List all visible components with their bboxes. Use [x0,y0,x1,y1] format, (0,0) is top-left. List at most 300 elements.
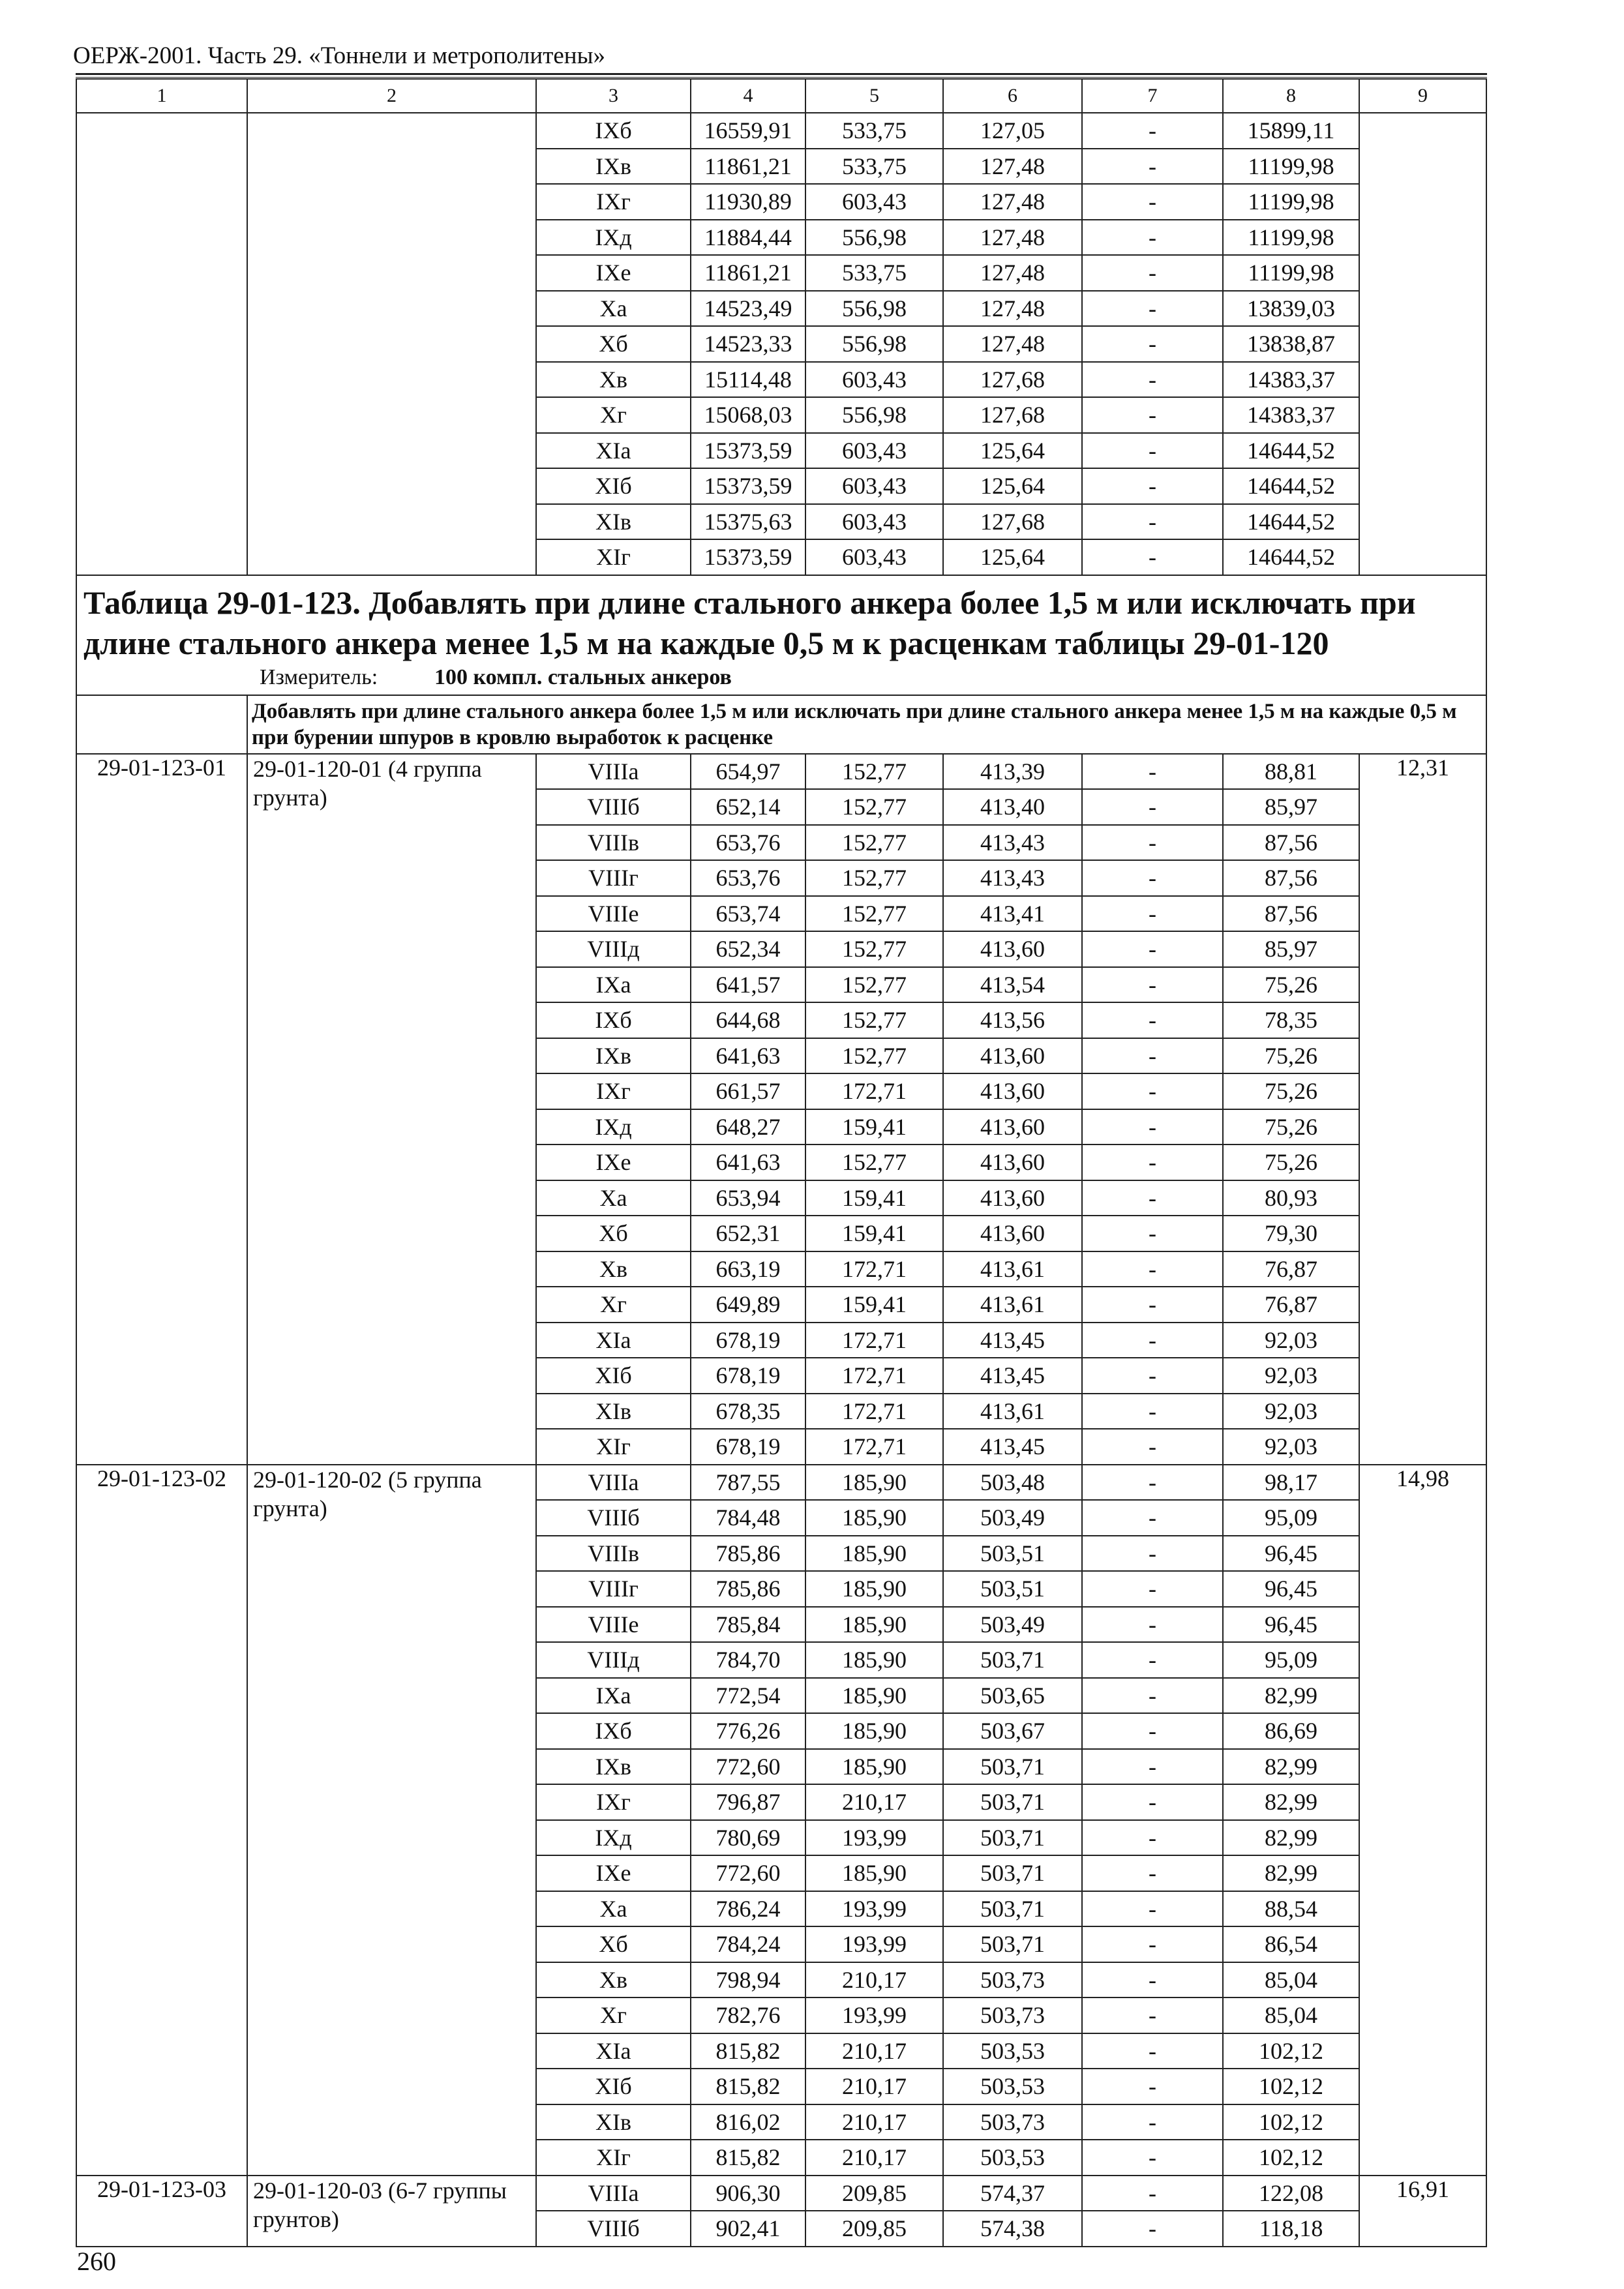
driver-wages-cell: - [1082,1642,1223,1678]
machine-cost-cell: 127,05 [943,113,1082,149]
direct-cost-cell: 815,82 [691,2140,805,2176]
resource-code-cell: VIIIд [536,931,691,967]
materials-cell: 14383,37 [1223,397,1359,433]
wages-cell: 185,90 [805,1678,943,1714]
resource-code-cell: Xг [536,1997,691,2033]
direct-cost-cell: 11884,44 [691,220,805,256]
machine-cost-cell: 127,48 [943,291,1082,327]
meter-value: 100 компл. стальных анкеров [434,665,732,689]
machine-cost-cell: 413,60 [943,1216,1082,1251]
direct-cost-cell: 652,34 [691,931,805,967]
driver-wages-cell: - [1082,1109,1223,1145]
materials-cell: 122,08 [1223,2176,1359,2211]
direct-cost-cell: 649,89 [691,1287,805,1323]
machine-cost-cell: 413,61 [943,1287,1082,1323]
materials-cell: 85,97 [1223,789,1359,825]
materials-cell: 82,99 [1223,1749,1359,1785]
materials-cell: 87,56 [1223,860,1359,896]
wages-cell: 209,85 [805,2176,943,2211]
wages-cell: 152,77 [805,825,943,861]
driver-wages-cell: - [1082,1002,1223,1038]
machine-cost-cell: 503,49 [943,1607,1082,1643]
table-row [76,754,1486,790]
resource-code-cell: VIIIг [536,1571,691,1607]
machine-cost-cell: 413,60 [943,1144,1082,1180]
column-number: 7 [1082,79,1223,113]
resource-code-cell: IXа [536,1678,691,1714]
materials-cell: 98,17 [1223,1465,1359,1501]
materials-cell: 96,45 [1223,1536,1359,1572]
column-number: 4 [691,79,805,113]
driver-wages-cell: - [1082,1358,1223,1394]
materials-cell: 102,12 [1223,2140,1359,2176]
materials-cell: 82,99 [1223,1784,1359,1820]
direct-cost-cell: 787,55 [691,1465,805,1501]
machine-cost-cell: 127,48 [943,326,1082,362]
wages-cell: 603,43 [805,504,943,540]
wages-cell: 152,77 [805,860,943,896]
driver-wages-cell: - [1082,2140,1223,2176]
resource-code-cell: VIIIа [536,2176,691,2211]
wages-cell: 185,90 [805,1642,943,1678]
direct-cost-cell: 15373,59 [691,468,805,504]
machine-cost-cell: 413,39 [943,754,1082,790]
resource-code-cell: XIа [536,433,691,469]
wages-cell: 185,90 [805,1465,943,1501]
resource-code-cell: IXг [536,1784,691,1820]
materials-cell: 92,03 [1223,1358,1359,1394]
resource-code-cell: VIIIб [536,2211,691,2247]
machine-cost-cell: 127,48 [943,149,1082,185]
driver-wages-cell: - [1082,2033,1223,2069]
machine-cost-cell: 413,40 [943,789,1082,825]
resource-code-cell: XIв [536,504,691,540]
driver-wages-cell: - [1082,184,1223,220]
machine-cost-cell: 503,49 [943,1500,1082,1536]
resource-code-cell: XIа [536,1323,691,1358]
driver-wages-cell: - [1082,149,1223,185]
resource-code-cell: IXд [536,1820,691,1856]
wages-cell: 533,75 [805,113,943,149]
machine-cost-cell: 503,71 [943,1855,1082,1891]
machine-cost-cell: 503,51 [943,1571,1082,1607]
note-cell-empty [76,695,247,754]
direct-cost-cell: 653,74 [691,896,805,932]
driver-wages-cell: - [1082,1713,1223,1749]
resource-code-cell: XIб [536,1358,691,1394]
materials-cell: 13839,03 [1223,291,1359,327]
table-title: Таблица 29-01-123. Добавлять при длине стального анкера более 1,5 м или исключать при длине стального анкера менее 1,5 м на каждые 0,5 м к расценкам таблицы 29-01-120 [83,584,1416,661]
direct-cost-cell: 661,57 [691,1073,805,1109]
resource-code-cell: IXа [536,967,691,1003]
machine-cost-cell: 127,68 [943,504,1082,540]
wages-cell: 210,17 [805,2140,943,2176]
driver-wages-cell: - [1082,1926,1223,1962]
direct-cost-cell: 644,68 [691,1002,805,1038]
machine-cost-cell: 413,61 [943,1251,1082,1287]
header-rule [76,73,1487,75]
wages-cell: 185,90 [805,1855,943,1891]
machine-cost-cell: 127,68 [943,362,1082,398]
driver-wages-cell: - [1082,291,1223,327]
machine-cost-cell: 413,54 [943,967,1082,1003]
direct-cost-cell: 784,48 [691,1500,805,1536]
resource-code-cell: IXд [536,1109,691,1145]
materials-cell: 102,12 [1223,2069,1359,2104]
driver-wages-cell: - [1082,220,1223,256]
machine-cost-cell: 413,45 [943,1429,1082,1465]
wages-cell: 172,71 [805,1323,943,1358]
resource-code-cell: XIг [536,2140,691,2176]
driver-wages-cell: - [1082,860,1223,896]
header-rule-thin [76,77,1487,78]
wages-cell: 556,98 [805,220,943,256]
machine-cost-cell: 503,67 [943,1713,1082,1749]
rates-table [76,78,1487,2247]
driver-wages-cell: - [1082,397,1223,433]
labor-norm: 12,31 [1359,754,1486,1465]
machine-cost-cell: 503,51 [943,1536,1082,1572]
driver-wages-cell: - [1082,1607,1223,1643]
materials-cell: 86,54 [1223,1926,1359,1962]
wages-cell: 193,99 [805,1820,943,1856]
wages-cell: 152,77 [805,931,943,967]
machine-cost-cell: 503,71 [943,1820,1082,1856]
resource-code-cell: VIIIа [536,754,691,790]
direct-cost-cell: 641,63 [691,1038,805,1074]
rate-description: 29-01-120-02 (5 группа грунта) [247,1465,536,2176]
resource-code-cell: VIIIв [536,1536,691,1572]
direct-cost-cell: 14523,49 [691,291,805,327]
machine-cost-cell: 413,43 [943,825,1082,861]
machine-cost-cell: 413,60 [943,1038,1082,1074]
direct-cost-cell: 815,82 [691,2033,805,2069]
materials-cell: 13838,87 [1223,326,1359,362]
resource-code-cell: Xв [536,1251,691,1287]
page-number: 260 [77,2247,116,2276]
materials-cell: 102,12 [1223,2033,1359,2069]
materials-cell: 11199,98 [1223,255,1359,291]
materials-cell: 78,35 [1223,1002,1359,1038]
column-number: 8 [1223,79,1359,113]
direct-cost-cell: 652,31 [691,1216,805,1251]
resource-code-cell: IXв [536,1749,691,1785]
driver-wages-cell: - [1082,1891,1223,1927]
resource-code-cell: XIа [536,2033,691,2069]
resource-code-cell: VIIIе [536,896,691,932]
driver-wages-cell: - [1082,539,1223,575]
direct-cost-cell: 654,97 [691,754,805,790]
resource-code-cell: VIIIе [536,1607,691,1643]
direct-cost-cell: 782,76 [691,1997,805,2033]
machine-cost-cell: 413,45 [943,1323,1082,1358]
direct-cost-cell: 15373,59 [691,539,805,575]
resource-code-cell: VIIIг [536,860,691,896]
wages-cell: 193,99 [805,1926,943,1962]
driver-wages-cell: - [1082,433,1223,469]
wages-cell: 185,90 [805,1713,943,1749]
wages-cell: 172,71 [805,1073,943,1109]
materials-cell: 75,26 [1223,1144,1359,1180]
materials-cell: 82,99 [1223,1678,1359,1714]
machine-cost-cell: 127,48 [943,220,1082,256]
table-note-row [76,695,1486,754]
driver-wages-cell: - [1082,825,1223,861]
column-number: 6 [943,79,1082,113]
driver-wages-cell: - [1082,1180,1223,1216]
machine-cost-cell: 503,73 [943,1997,1082,2033]
wages-cell: 152,77 [805,896,943,932]
direct-cost-cell: 784,70 [691,1642,805,1678]
wages-cell: 185,90 [805,1571,943,1607]
column-number: 1 [76,79,247,113]
driver-wages-cell: - [1082,2069,1223,2104]
direct-cost-cell: 15375,63 [691,504,805,540]
direct-cost-cell: 780,69 [691,1820,805,1856]
driver-wages-cell: - [1082,1678,1223,1714]
driver-wages-cell: - [1082,1429,1223,1465]
materials-cell: 76,87 [1223,1287,1359,1323]
direct-cost-cell: 816,02 [691,2104,805,2140]
machine-cost-cell: 127,48 [943,255,1082,291]
meter-line [77,663,1486,695]
materials-cell: 14644,52 [1223,468,1359,504]
machine-cost-cell: 503,48 [943,1465,1082,1501]
machine-cost-cell: 127,48 [943,184,1082,220]
direct-cost-cell: 798,94 [691,1962,805,1998]
machine-cost-cell: 413,45 [943,1358,1082,1394]
machine-cost-cell: 503,65 [943,1678,1082,1714]
machine-cost-cell: 413,56 [943,1002,1082,1038]
machine-cost-cell: 413,60 [943,1073,1082,1109]
materials-cell: 85,04 [1223,1962,1359,1998]
resource-code-cell: IXг [536,1073,691,1109]
wages-cell: 209,85 [805,2211,943,2247]
machine-cost-cell: 125,64 [943,539,1082,575]
table-row [76,2176,1486,2211]
direct-cost-cell: 785,84 [691,1607,805,1643]
resource-code-cell: Xв [536,1962,691,1998]
driver-wages-cell: - [1082,1962,1223,1998]
materials-cell: 11199,98 [1223,220,1359,256]
wages-cell: 210,17 [805,2069,943,2104]
machine-cost-cell: 413,41 [943,896,1082,932]
driver-wages-cell: - [1082,896,1223,932]
driver-wages-cell: - [1082,2211,1223,2247]
rate-code: 29-01-123-01 [76,754,247,1465]
driver-wages-cell: - [1082,1465,1223,1501]
driver-wages-cell: - [1082,1855,1223,1891]
direct-cost-cell: 786,24 [691,1891,805,1927]
direct-cost-cell: 652,14 [691,789,805,825]
driver-wages-cell: - [1082,1500,1223,1536]
table-row [76,1465,1486,1501]
rate-description: 29-01-120-01 (4 группа грунта) [247,754,536,1465]
table-section-header [76,575,1486,695]
machine-cost-cell: 413,61 [943,1394,1082,1429]
desc-cell-empty [247,113,536,575]
wages-cell: 210,17 [805,2033,943,2069]
materials-cell: 79,30 [1223,1216,1359,1251]
direct-cost-cell: 14523,33 [691,326,805,362]
materials-cell: 102,12 [1223,2104,1359,2140]
driver-wages-cell: - [1082,754,1223,790]
wages-cell: 556,98 [805,291,943,327]
driver-wages-cell: - [1082,967,1223,1003]
direct-cost-cell: 663,19 [691,1251,805,1287]
wages-cell: 152,77 [805,1038,943,1074]
driver-wages-cell: - [1082,1073,1223,1109]
direct-cost-cell: 776,26 [691,1713,805,1749]
machine-cost-cell: 574,37 [943,2176,1082,2211]
direct-cost-cell: 648,27 [691,1109,805,1145]
machine-cost-cell: 413,60 [943,931,1082,967]
direct-cost-cell: 796,87 [691,1784,805,1820]
wages-cell: 210,17 [805,1962,943,1998]
table-row [76,113,1486,149]
wages-cell: 603,43 [805,539,943,575]
resource-code-cell: Xв [536,362,691,398]
materials-cell: 87,56 [1223,825,1359,861]
wages-cell: 185,90 [805,1536,943,1572]
wages-cell: 556,98 [805,397,943,433]
materials-cell: 75,26 [1223,967,1359,1003]
machine-cost-cell: 503,71 [943,1784,1082,1820]
wages-cell: 210,17 [805,2104,943,2140]
driver-wages-cell: - [1082,2104,1223,2140]
direct-cost-cell: 11861,21 [691,255,805,291]
direct-cost-cell: 906,30 [691,2176,805,2211]
materials-cell: 14644,52 [1223,433,1359,469]
driver-wages-cell: - [1082,1287,1223,1323]
wages-cell: 533,75 [805,149,943,185]
materials-cell: 92,03 [1223,1394,1359,1429]
direct-cost-cell: 16559,91 [691,113,805,149]
direct-cost-cell: 678,35 [691,1394,805,1429]
driver-wages-cell: - [1082,1038,1223,1074]
direct-cost-cell: 641,57 [691,967,805,1003]
machine-cost-cell: 503,53 [943,2069,1082,2104]
materials-cell: 86,69 [1223,1713,1359,1749]
wages-cell: 210,17 [805,1784,943,1820]
driver-wages-cell: - [1082,468,1223,504]
direct-cost-cell: 641,63 [691,1144,805,1180]
wages-cell: 152,77 [805,789,943,825]
resource-code-cell: IXв [536,149,691,185]
rate-code: 29-01-123-03 [76,2176,247,2247]
wages-cell: 152,77 [805,1144,943,1180]
resource-code-cell: IXд [536,220,691,256]
wages-cell: 172,71 [805,1429,943,1465]
direct-cost-cell: 815,82 [691,2069,805,2104]
direct-cost-cell: 678,19 [691,1323,805,1358]
driver-wages-cell: - [1082,1749,1223,1785]
direct-cost-cell: 653,76 [691,860,805,896]
rate-description: 29-01-120-03 (6-7 группы грунтов) [247,2176,536,2247]
resource-code-cell: XIв [536,2104,691,2140]
direct-cost-cell: 784,24 [691,1926,805,1962]
resource-code-cell: IXб [536,1002,691,1038]
driver-wages-cell: - [1082,504,1223,540]
materials-cell: 11199,98 [1223,149,1359,185]
resource-code-cell: Xб [536,326,691,362]
direct-cost-cell: 678,19 [691,1429,805,1465]
resource-code-cell: Xг [536,1287,691,1323]
direct-cost-cell: 11930,89 [691,184,805,220]
direct-cost-cell: 785,86 [691,1571,805,1607]
wages-cell: 172,71 [805,1251,943,1287]
resource-code-cell: VIIIб [536,1500,691,1536]
table-note: Добавлять при длине стального анкера более 1,5 м или исключать при длине стального анкера менее 1,5 м на каждые 0,5 м при бурении шпуров в кровлю выработок к расценке [252,699,1457,749]
resource-code-cell: XIб [536,468,691,504]
materials-cell: 96,45 [1223,1607,1359,1643]
driver-wages-cell: - [1082,113,1223,149]
materials-cell: 92,03 [1223,1429,1359,1465]
resource-code-cell: IXг [536,184,691,220]
direct-cost-cell: 15068,03 [691,397,805,433]
direct-cost-cell: 15114,48 [691,362,805,398]
machine-cost-cell: 503,71 [943,1926,1082,1962]
wages-cell: 603,43 [805,433,943,469]
materials-cell: 14644,52 [1223,539,1359,575]
wages-cell: 152,77 [805,967,943,1003]
driver-wages-cell: - [1082,1216,1223,1251]
wages-cell: 185,90 [805,1749,943,1785]
direct-cost-cell: 11861,21 [691,149,805,185]
materials-cell: 95,09 [1223,1642,1359,1678]
running-header: ОЕРЖ-2001. Часть 29. «Тоннели и метрополитены» [73,42,605,69]
driver-wages-cell: - [1082,362,1223,398]
resource-code-cell: IXб [536,1713,691,1749]
driver-wages-cell: - [1082,2176,1223,2211]
driver-wages-cell: - [1082,1323,1223,1358]
rate-code: 29-01-123-02 [76,1465,247,2176]
labor-norm: 14,98 [1359,1465,1486,2176]
machine-cost-cell: 125,64 [943,468,1082,504]
materials-cell: 75,26 [1223,1038,1359,1074]
wages-cell: 172,71 [805,1358,943,1394]
materials-cell: 15899,11 [1223,113,1359,149]
materials-cell: 92,03 [1223,1323,1359,1358]
direct-cost-cell: 678,19 [691,1358,805,1394]
resource-code-cell: XIг [536,539,691,575]
machine-cost-cell: 503,71 [943,1891,1082,1927]
resource-code-cell: Xа [536,291,691,327]
materials-cell: 75,26 [1223,1073,1359,1109]
machine-cost-cell: 413,43 [943,860,1082,896]
resource-code-cell: IXе [536,1144,691,1180]
wages-cell: 603,43 [805,362,943,398]
wages-cell: 152,77 [805,754,943,790]
machine-cost-cell: 503,73 [943,2104,1082,2140]
wages-cell: 159,41 [805,1180,943,1216]
wages-cell: 185,90 [805,1607,943,1643]
direct-cost-cell: 785,86 [691,1536,805,1572]
driver-wages-cell: - [1082,789,1223,825]
materials-cell: 80,93 [1223,1180,1359,1216]
meter-label: Измеритель: [260,665,378,689]
section-header-cell [76,575,1486,695]
code-cell-empty [76,113,247,575]
direct-cost-cell: 902,41 [691,2211,805,2247]
materials-cell: 95,09 [1223,1500,1359,1536]
wages-cell: 185,90 [805,1500,943,1536]
driver-wages-cell: - [1082,931,1223,967]
resource-code-cell: Xб [536,1926,691,1962]
driver-wages-cell: - [1082,1820,1223,1856]
resource-code-cell: Xб [536,1216,691,1251]
driver-wages-cell: - [1082,326,1223,362]
